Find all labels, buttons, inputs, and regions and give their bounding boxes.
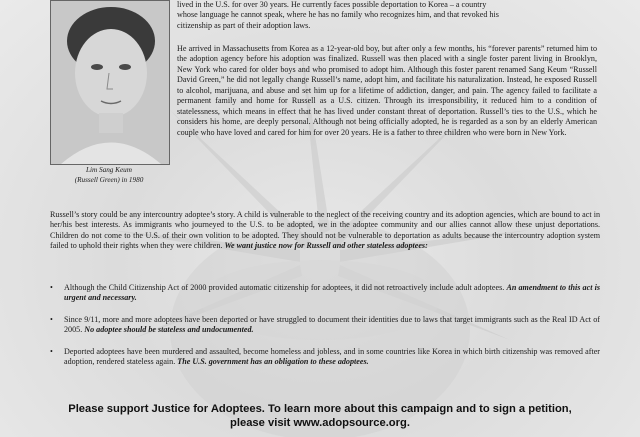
bullet-text: Although the Child Citizenship Act of 2000 provided automatic citizenship for adoptees, it did not retroactively include adult adoptees. [64, 283, 505, 292]
caption-name: Lim Sang Keum [86, 166, 132, 174]
call-to-action [30, 402, 610, 430]
bullet-icon: • [50, 314, 53, 324]
bullet-text: Deported adoptees have been murdered and assaulted, become homeless and jobless, and in some countries like Korea in which birth citizenship was removed after adoption, rendered stateless again. [64, 346, 600, 367]
story-paragraph-text: Russell’s story could be any intercountry adoptee’s story. A child is vulnerable to the neglect of the receiving country and its adoption agencies, which are bound to act in her/his best interests. As immigrants who journeyed to the U.S. to be adopted, we in the adoptee community and our allies cannot allow these unjust deportations. Children do not come to the U.S. of their own volition to be adopted. They should not be vulnerable to deportation as adults because the intercountry adoption system failed to uphold their rights when they were children. [50, 210, 600, 251]
list-item [50, 283, 600, 304]
footer-line-1: Please support Justice for Adoptees. To learn more about this campaign and to sign a petition, [68, 403, 572, 415]
bullet-icon: • [50, 283, 53, 292]
arrival-paragraph-text: He arrived in Massachusetts from Korea as a 12-year-old boy, but after only a few months, his “forever parents” returned him to the adoption agency before his adoption was finalized. Russell was then placed with a single foster parent living in Brooklyn, New York who cared for older boys and who promised to adopt him. Although this foster parent renamed Sang Keum “Russell David Green,” he did not legally change Russell’s name, adopt him, and facilitate his naturalization. Instead, he exposed Russell to alcohol, marijuana, and abuse and set him up for a lifetime of addiction, danger, and pain. The agency failed to facilitate a permanent family and home for Russell as a U.S. citizen. Through its irresponsibility, it reduced him to a condition of statelessness, which means in effect that he has lived under constant threat of deportation. Russell’s ties to the U.S., which he considers his home, are deeply personal. Although not being officially adopted, he is regarded as a son by an elderly American couple who have loved and cared for him for over 20 years. He is a father to three children who were born in New York. [177, 44, 597, 137]
bullet-text: Since 9/11, more and more adoptees have been deported or have struggled to document their identities due to laws that target immigrants such as the Real ID Act of 2005. [64, 314, 600, 335]
arrival-paragraph [177, 44, 597, 138]
caption-detail: (Russell Green) in 1980 [74, 175, 144, 184]
bullet-icon: • [50, 346, 53, 356]
child-portrait-photo [50, 0, 170, 165]
demands-list [50, 283, 600, 379]
list-item [50, 315, 600, 336]
intro-line-2: whose language he cannot speak, where he has no family who recognizes him, and that revoked his [177, 10, 499, 20]
photo-caption [50, 166, 168, 185]
list-item [50, 347, 600, 368]
bullet-emphasis: The U.S. government has an obligation to these adoptees. [177, 357, 369, 367]
bullet-emphasis: An amendment to this act is urgent and necessary. [64, 283, 600, 303]
bullet-emphasis: No adoptee should be stateless and undocumented. [84, 325, 254, 335]
intro-line-1: lived in the U.S. for over 30 years. He currently faces possible deportation to Korea – a country [177, 0, 487, 9]
footer-line-2: please visit www.adopsource.org. [230, 417, 410, 429]
intro-text [177, 0, 597, 31]
intro-line-3: citizenship as part of their adoption laws. [177, 20, 311, 30]
story-paragraph-emphasis: We want justice now for Russell and other stateless adoptees: [224, 241, 428, 251]
story-paragraph [50, 210, 600, 252]
